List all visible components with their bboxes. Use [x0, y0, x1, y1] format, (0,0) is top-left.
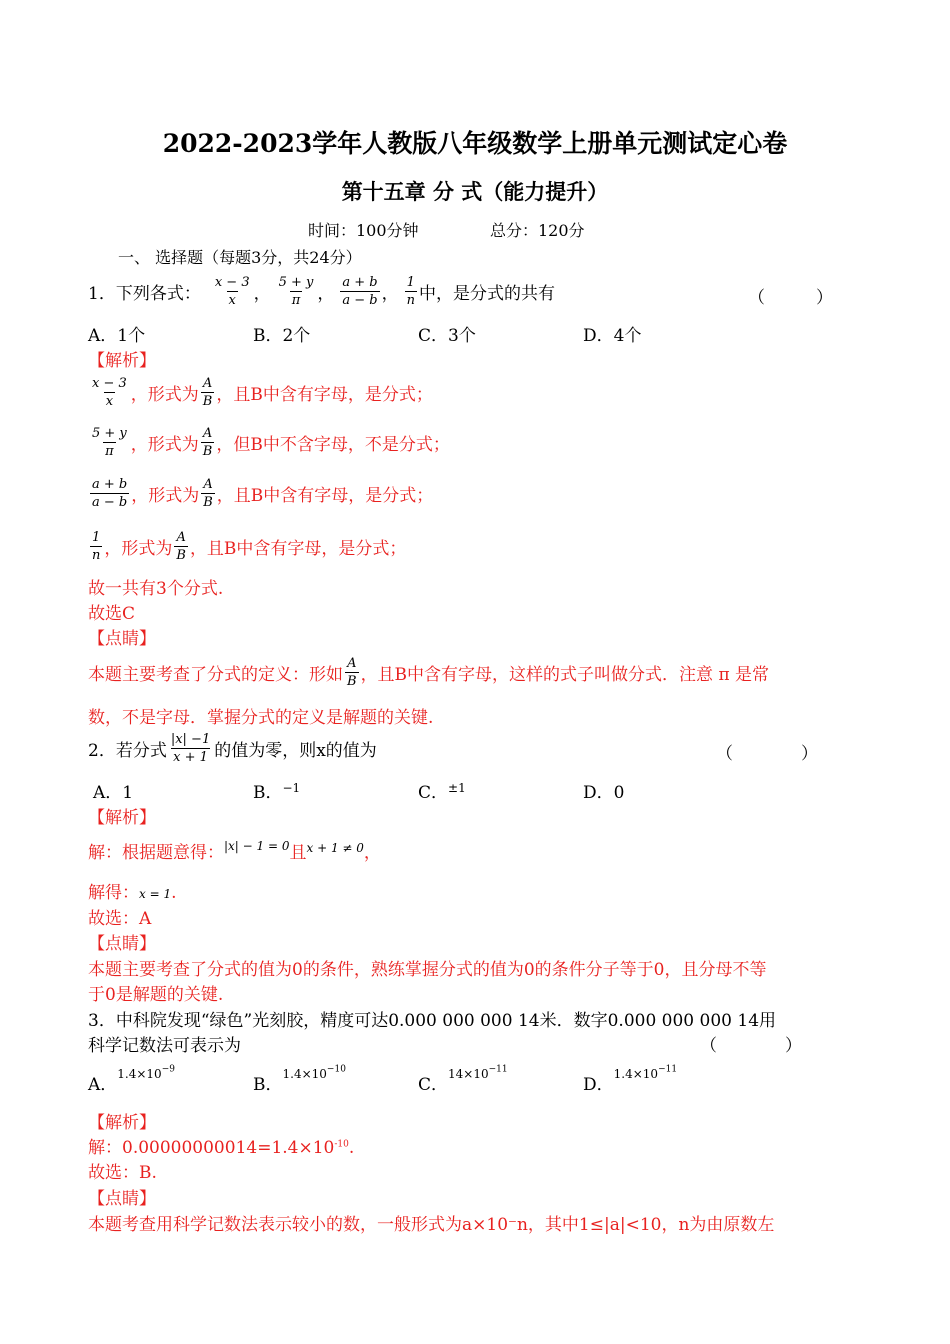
q2-option-b: B．$^{-1}$: [253, 781, 301, 803]
q3-analysis-label: 【解析】: [88, 1113, 156, 1133]
q2-choice: 故选：A: [88, 909, 152, 929]
q1-option-d: D．4个: [583, 326, 642, 346]
q3-stem-line-1: 3．中科院发现“绿色”光刻胶，精度可达0.000 000 000 14米．数字0.000 000 000 14用: [88, 1011, 777, 1031]
q1-analysis-label: 【解析】: [88, 351, 156, 371]
q1-option-a: A．1个: [88, 326, 146, 346]
q1-stem-suffix: 中，是分式的共有: [418, 283, 555, 304]
q1-comment-line-2: 数，不是字母．掌握分式的定义是解题的关键.: [88, 708, 434, 728]
q1-a3-form-fraction: $\frac{A}{B}$: [203, 476, 213, 510]
time-info: 时间：100分钟: [308, 221, 419, 240]
q1-a2-form-fraction: $\frac{A}{B}$: [202, 425, 213, 459]
q3-option-c: C．$14\times 10^{-11}$: [418, 1064, 508, 1095]
q1-stem-prefix: 1．下列各式：: [88, 283, 201, 304]
q1-choice: 故选C: [88, 604, 136, 624]
q1-a2-fraction: $\frac{5 + y}{\pi}$: [92, 425, 127, 459]
q1-option-c: C．3个: [418, 326, 476, 346]
q2-solution-line-1: 解：根据题意得：$^{|x| - 1 = 0}$且$^{x + 1 \ne 0}$，: [88, 839, 381, 863]
q1-fraction-2: $\frac{5 + y}{\pi}$: [278, 274, 314, 308]
q3-answer-paren: （ ）: [700, 1036, 802, 1056]
q2-option-d: D．0: [583, 783, 625, 803]
q1-fraction-4: $\frac{1}{n}$: [406, 274, 415, 308]
q1-comment-line-1: 本题主要考查了分式的定义：形如 $\frac{A}{B}$ ，且B中含有字母，这样的式子叫做分式．注意 π 是常: [88, 655, 770, 689]
q1-analysis-line-2: $\frac{5 + y}{\pi}$ ，形式为 $\frac{A}{B}$ ，但B中不含字母，不是分式；: [92, 425, 450, 459]
q1-fraction-3: $\frac{a + b}{a - b}$: [342, 274, 378, 308]
q2-comment-line-2: 于0是解题的关键.: [88, 985, 224, 1005]
q2-option-a: A．1: [93, 783, 134, 803]
q1-answer-paren: （ ）: [748, 288, 833, 308]
q3-stem-line-2: 科学记数法可表示为: [88, 1036, 241, 1056]
score-info: 总分：120分: [490, 221, 585, 240]
q1-comment-label: 【点睛】: [88, 629, 156, 649]
q3-comment-label: 【点睛】: [88, 1189, 156, 1209]
q3-option-b: B．$1.4\times 10^{-10}$: [253, 1064, 346, 1095]
q2-analysis-label: 【解析】: [88, 808, 156, 828]
q1-a1-form-fraction: $\frac{A}{B}$: [202, 375, 213, 409]
q2-fraction: $\frac{|x| -1}{x + 1}$: [170, 731, 211, 765]
q1-fraction-1: $\frac{x - 3}{x}$: [214, 274, 250, 308]
q1-a3-fraction: $\frac{a + b}{a - b}$: [92, 476, 128, 510]
q1-a4-form-fraction: $\frac{A}{B}$: [176, 529, 186, 563]
section-heading: 一、 选择题（每题3分，共24分）: [118, 248, 362, 267]
chapter-subtitle: 第十五章 分 式（能力提升）: [341, 179, 609, 204]
q1-analysis-line-4: $\frac{1}{n}$ ，形式为 $\frac{A}{B}$ ，且B中含有字母，是分式；: [92, 529, 407, 563]
q2-stem: 2．若分式 $\frac{|x| -1}{x + 1}$ 的值为零，则x的值为: [88, 731, 377, 765]
q2-answer-paren: （ ）: [716, 744, 818, 764]
q1-analysis-line-3: $\frac{a + b}{a - b}$ ，形式为 $\frac{A}{B}$ ，且B中含有字母，是分式；: [92, 476, 434, 510]
q1-a1-fraction: $\frac{x - 3}{x}$: [92, 375, 127, 409]
q3-choice: 故选：B.: [88, 1163, 157, 1183]
q3-option-d: D．$1.4\times 10^{-11}$: [583, 1064, 678, 1095]
q2-comment-line-1: 本题主要考查了分式的值为0的条件，熟练掌握分式的值为0的条件分子等于0，且分母不等: [88, 960, 767, 980]
q2-comment-label: 【点睛】: [88, 934, 156, 954]
q1-analysis-line-1: $\frac{x - 3}{x}$ ，形式为 $\frac{A}{B}$ ，且B中含有字母，是分式；: [92, 375, 433, 409]
q1-a4-fraction: $\frac{1}{n}$: [92, 529, 101, 563]
q2-solution-line-2: 解得：x = 1.: [88, 883, 177, 903]
q3-solution-line: 解：$0.00000000014=1.4\times 10^{-10}$.: [88, 1138, 355, 1158]
q2-option-c: C．$^{\pm 1}$: [418, 781, 466, 803]
q1-option-b: B．2个: [253, 326, 311, 346]
q1-stem: 1．下列各式： $\frac{x - 3}{x}$ ， $\frac{5 + y}{\pi}$ ， $\frac{a + b}{a - b}$ ， $\frac{1}{n}$ 中，是分式的共有: [88, 274, 555, 308]
q3-comment-line-1: 本题考查用科学记数法表示较小的数，一般形式为a×10⁻n，其中1≤|a|<10，n为由原数左: [88, 1215, 775, 1235]
page-title: 2022-2023学年人教版八年级数学上册单元测试定心卷: [162, 129, 788, 158]
q3-option-a: A．$1.4\times 10^{-9}$: [88, 1064, 175, 1095]
q1-comment-fraction: $\frac{A}{B}$: [347, 655, 357, 689]
q1-conclusion: 故一共有3个分式.: [88, 579, 224, 599]
